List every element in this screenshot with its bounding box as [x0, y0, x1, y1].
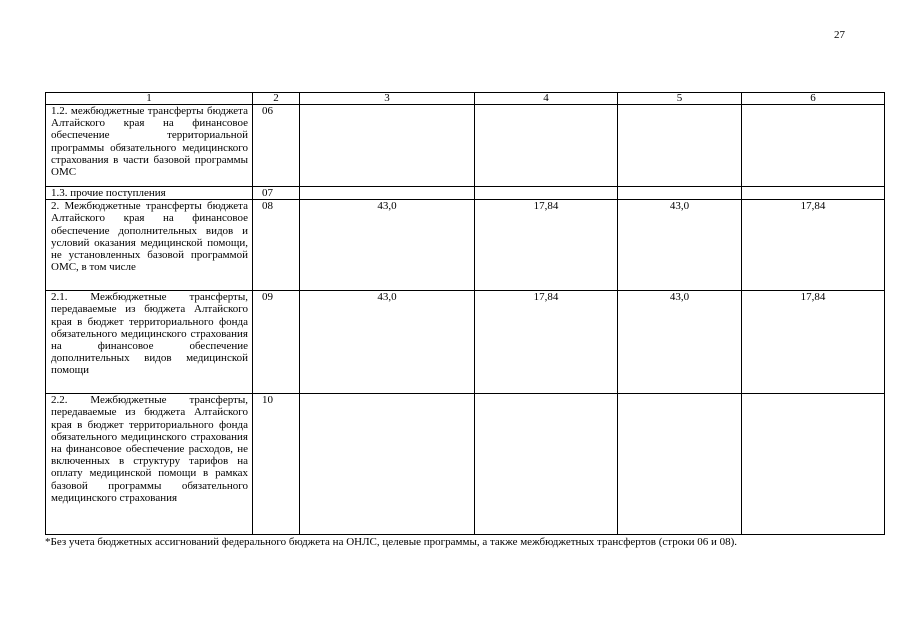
cell-value: 43,0	[300, 291, 475, 394]
row-code: 09	[253, 291, 300, 394]
column-header: 3	[300, 93, 475, 105]
cell-value: 43,0	[300, 200, 475, 291]
cell-value: 17,84	[742, 200, 885, 291]
row-description: 2.2. Межбюджетные трансферты, передаваемые из бюджета Алтайского края в бюджет территориального фонда обязательного медицинского страхования на финансовое обеспечение расходов, не включенных в структуру тарифов на оплату медицинской помощи в рамках базовой программы обязательного медицинского страхования	[46, 394, 253, 535]
cell-value	[475, 187, 618, 200]
cell-value	[742, 187, 885, 200]
cell-value	[300, 187, 475, 200]
column-header: 5	[618, 93, 742, 105]
cell-value: 17,84	[742, 291, 885, 394]
cell-value	[618, 105, 742, 187]
table-header-row	[46, 93, 885, 105]
cell-value: 43,0	[618, 200, 742, 291]
page-number: 27	[834, 29, 845, 41]
row-code: 10	[253, 394, 300, 535]
row-description: 2. Межбюджетные трансферты бюджета Алтайского края на финансовое обеспечение дополнительных видов и условий оказания медицинской помощи, не установленных базовой программой ОМС, в том числе	[46, 200, 253, 291]
cell-value: 17,84	[475, 200, 618, 291]
column-header: 2	[253, 93, 300, 105]
row-code: 08	[253, 200, 300, 291]
table-row	[46, 187, 885, 200]
cell-value	[618, 187, 742, 200]
cell-value	[300, 105, 475, 187]
table-row	[46, 200, 885, 291]
cell-value	[300, 394, 475, 535]
cell-value	[618, 394, 742, 535]
table-row	[46, 105, 885, 187]
cell-value	[475, 105, 618, 187]
row-description: 1.3. прочие поступления	[46, 187, 253, 200]
data-table	[45, 92, 885, 535]
table-row	[46, 291, 885, 394]
footnote: *Без учета бюджетных ассигнований федерального бюджета на ОНЛС, целевые программы, а также межбюджетных трансфертов (строки 06 и 08).	[45, 536, 738, 548]
cell-value: 17,84	[475, 291, 618, 394]
column-header: 4	[475, 93, 618, 105]
cell-value: 43,0	[618, 291, 742, 394]
cell-value	[742, 394, 885, 535]
row-description: 1.2. межбюджетные трансферты бюджета Алтайского края на финансовое обеспечение территориальной программы обязательного медицинского страхования в части базовой программы ОМС	[46, 105, 253, 187]
row-code: 06	[253, 105, 300, 187]
row-description: 2.1. Межбюджетные трансферты, передаваемые из бюджета Алтайского края в бюджет территориального фонда обязательного медицинского страхования на финансовое обеспечение дополнительных видов медицинской помощи	[46, 291, 253, 394]
column-header: 1	[46, 93, 253, 105]
column-header: 6	[742, 93, 885, 105]
row-code: 07	[253, 187, 300, 200]
cell-value	[475, 394, 618, 535]
cell-value	[742, 105, 885, 187]
table-row	[46, 394, 885, 535]
